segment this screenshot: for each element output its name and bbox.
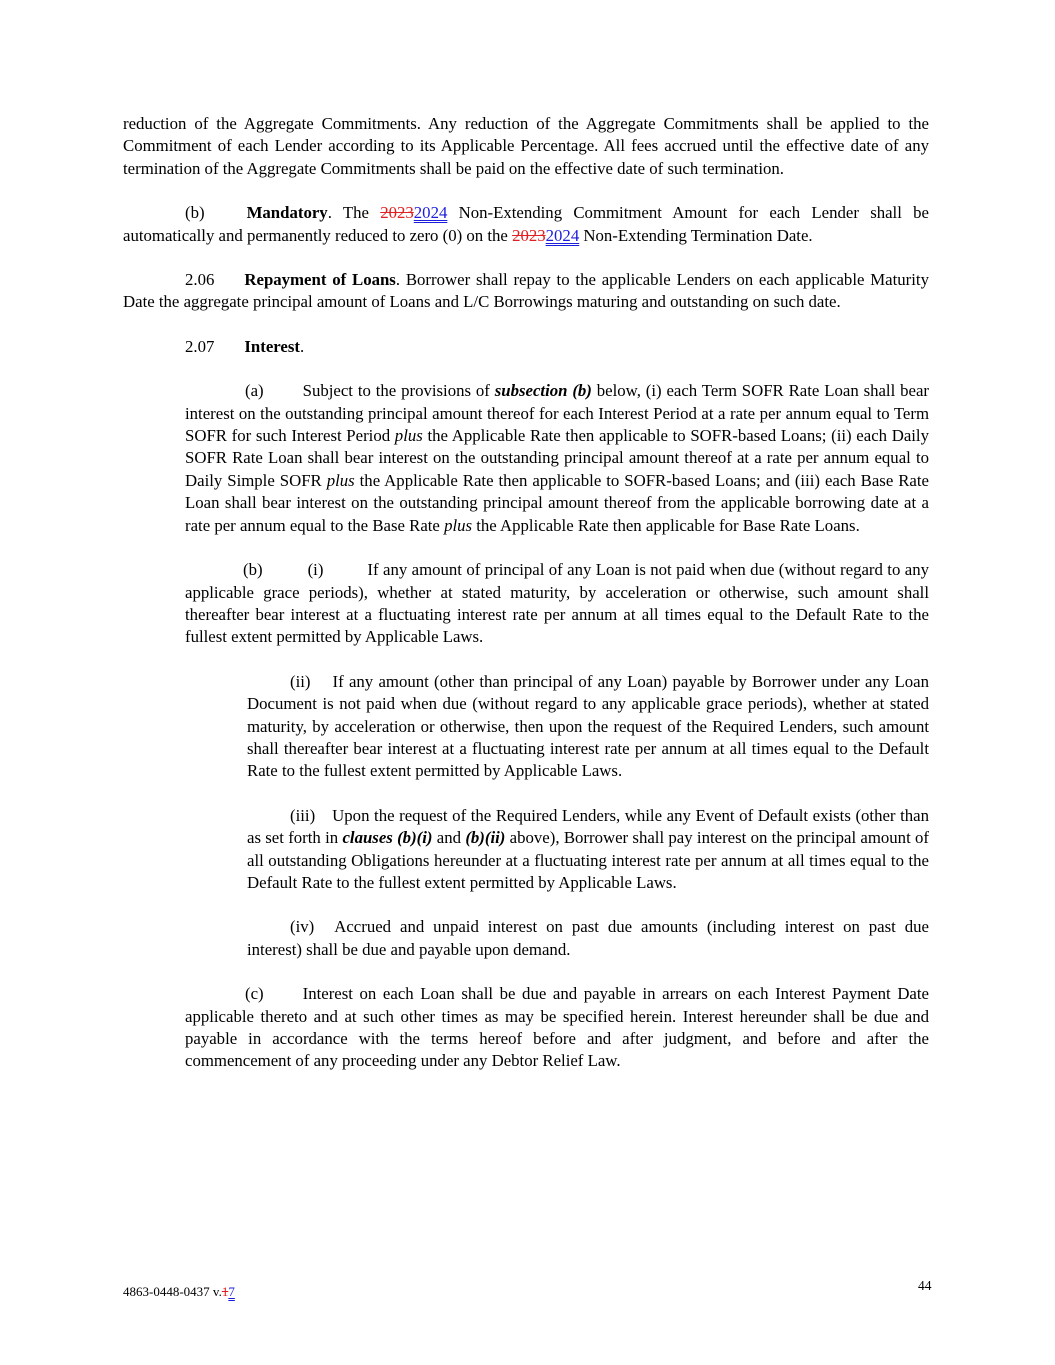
text-run: plus (394, 426, 423, 446)
text-run: plus (326, 470, 355, 490)
clause-label: (b) (243, 560, 263, 580)
text-run: If any amount of principal of any Loan is not paid when due (without regard to any applicable grace periods), whether at stated maturity, by acceleration or otherwise, such amount shall thereafter bear interest at a fluctuating interest rate per annum at all times equal to the Default Rate to the fullest extent permitted by Applicable Laws. (185, 560, 929, 647)
tab-space (185, 574, 243, 575)
tab-space (264, 998, 303, 999)
clause-label: (a) (245, 381, 264, 401)
section-heading: Interest (244, 336, 300, 356)
clause-label: (ii) (290, 671, 311, 691)
clause-label: (i) (307, 560, 324, 580)
paragraph-a-subject (185, 380, 929, 537)
tab-space (314, 931, 334, 932)
tab-space (263, 574, 308, 575)
text-run: the Applicable Rate then applicable to SOFR-based Loans; and (iii) each Base Rate Loan shall bear interest on the outstanding principal amount thereof from the applicable borrowing date at a rate per annum equal to the Base Rate (185, 470, 929, 535)
clause-heading: Mandatory (246, 203, 328, 223)
paragraph-2-07-interest (123, 336, 929, 358)
text-run: and (432, 828, 466, 848)
paragraph-b-i-default-principal (185, 559, 929, 649)
section-number: 2.07 (185, 336, 215, 356)
paragraph-b-mandatory (123, 202, 929, 247)
paragraph-b-iv-accrued (247, 916, 929, 961)
text-run: Upon the request of the Required Lenders, while any Event of Default exists (other than as set forth in (247, 805, 929, 848)
text-run: plus (444, 515, 473, 535)
text-run: Non-Extending Commitment Amount for each Lender shall be automatically and permanently reduced to zero (0) on the (123, 203, 929, 245)
tab-space (247, 820, 290, 821)
tab-space (311, 686, 333, 687)
tab-space (123, 351, 185, 352)
deleted-text: 2023 (512, 225, 546, 245)
inserted-version: 7 (228, 1284, 235, 1299)
tab-space (205, 217, 247, 218)
tab-space (247, 686, 290, 687)
doc-id: 4863-0448-0437 v. (123, 1284, 222, 1299)
cross-reference: subsection (b) (494, 381, 592, 401)
text-run: below, (i) each Term SOFR Rate Loan shall bear interest on the outstanding principal amount thereof for each Interest Period at a rate per annum equal to Term SOFR for such Interest Period (185, 381, 929, 446)
tab-space (323, 574, 367, 575)
text-run: above), Borrower shall pay interest on the principal amount of all outstanding Obligations hereunder at a fluctuating interest rate per annum at all times equal to the Default Rate to the fullest extent permitted by Applicable Laws. (247, 828, 929, 892)
document-footer (123, 1284, 235, 1300)
inserted-text: 2024 (545, 225, 580, 245)
tab-space (315, 820, 332, 821)
text-run: the Applicable Rate then applicable for Base Rate Loans. (472, 515, 860, 535)
paragraph-c-interest-payable (185, 983, 929, 1073)
tab-space (185, 998, 245, 999)
paragraph-2-06-repayment (123, 269, 929, 314)
tab-space (264, 395, 303, 396)
paragraph-b-ii-default-other (247, 671, 929, 783)
tab-space (214, 351, 244, 352)
text-run: Non-Extending Termination Date. (579, 225, 813, 245)
text-run: Interest on each Loan shall be due and payable in arrears on each Interest Payment Date applicable thereto and at such other times as may be specified herein. Interest hereunder shall be due and payable in accordance with the terms hereof before and after judgment, and before and after the commencement of any proceeding under any Debtor Relief Law. (185, 984, 929, 1071)
text-run: Accrued and unpaid interest on past due amounts (including interest on past due interest) shall be due and payable upon demand. (247, 917, 929, 959)
deleted-version: 1 (221, 1284, 229, 1299)
cross-reference: (b)(ii) (465, 828, 506, 848)
page-number: 44 (918, 1278, 932, 1293)
section-number: 2.06 (185, 270, 215, 290)
text-run: reduction of the Aggregate Commitments. Any reduction of the Aggregate Commitments shall be applied to the Commitment of each Lender according to its Applicable Percentage. All fees accrued until the effective date of any termination of the Aggregate Commitments shall be paid on the effective date of such termination. (123, 114, 929, 178)
text-run: the Applicable Rate then applicable to SOFR-based Loans; (ii) each Daily SOFR Rate Loan shall bear interest on the outstanding principal amount thereof at a rate per annum equal to Daily Simple SOFR (185, 426, 929, 490)
tab-space (123, 217, 185, 218)
inserted-text: 2024 (413, 203, 448, 223)
text-run: . (300, 336, 305, 356)
clause-label: (c) (245, 984, 264, 1004)
text-run: If any amount (other than principal of any Loan) payable by Borrower under any Loan Document is not paid when due (without regard to any applicable grace periods), whether at stated maturity, by acceleration or otherwise, then upon the request of the Required Lenders, such amount shall thereafter bear interest at a fluctuating interest rate per annum at all times equal to the Default Rate to the fullest extent permitted by Applicable Laws. (247, 671, 929, 781)
deleted-text: 2023 (380, 203, 414, 223)
tab-space (214, 284, 244, 285)
text-run: . The (327, 203, 381, 223)
tab-space (247, 931, 290, 932)
clause-label: (iv) (290, 917, 315, 937)
text-run: Subject to the provisions of (302, 381, 495, 401)
paragraph-b-iii-event-of-default (247, 805, 929, 895)
tab-space (185, 395, 245, 396)
tab-space (123, 284, 185, 285)
paragraph-continuation (123, 113, 929, 180)
cross-reference: clauses (b)(i) (342, 828, 433, 848)
text-run: . Borrower shall repay to the applicable Lenders on each applicable Maturity Date the aggregate principal amount of Loans and L/C Borrowings maturing and outstanding on such date. (123, 270, 929, 312)
section-heading: Repayment of Loans (244, 270, 396, 290)
clause-label: (iii) (290, 805, 316, 825)
document-body (123, 113, 929, 1095)
clause-label: (b) (185, 203, 205, 223)
